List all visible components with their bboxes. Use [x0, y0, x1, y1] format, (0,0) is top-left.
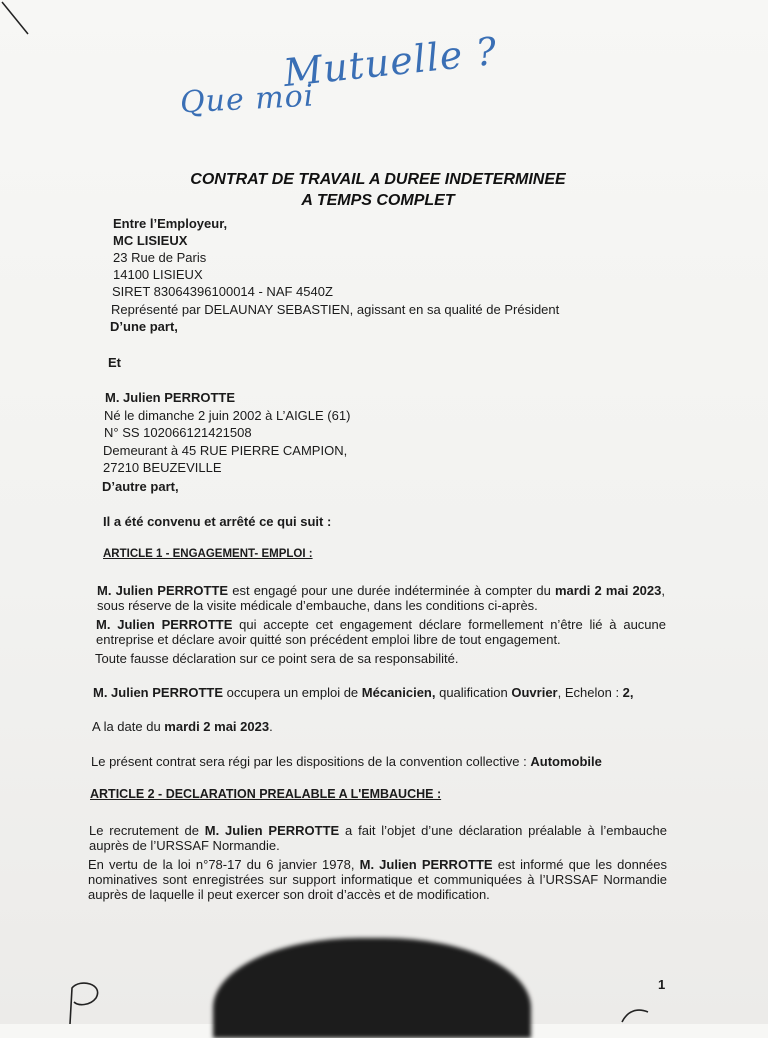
article-1-heading: ARTICLE 1 - ENGAGEMENT- EMPLOI : — [103, 548, 313, 560]
paragraph-text: En vertu de la loi n°78-17 du 6 janvier 1978, — [88, 857, 360, 872]
convention-name: Automobile — [530, 754, 602, 769]
employee-birth: Né le dimanche 2 juin 2002 à L’AIGLE (61) — [104, 408, 351, 423]
paragraph-text: , Echelon : — [557, 685, 623, 700]
employer-street: 23 Rue de Paris — [113, 250, 207, 265]
employee-name-ref: M. Julien PERROTTE — [204, 823, 340, 838]
employee-name-ref: M. Julien PERROTTE — [96, 617, 233, 632]
employee-name-ref: M. Julien PERROTTE — [93, 685, 224, 700]
job-qualification: Ouvrier — [511, 685, 558, 700]
paragraph-text: A la date du — [92, 719, 165, 734]
article-1-paragraph-1 — [97, 583, 665, 613]
paragraph-text: est informé que les données nominatives sont enregistrées sur support informatique et communiquées à l’URSSAF Normandie auprès de laquelle il peut exercer son droit d’accès et de modification. — [88, 857, 668, 902]
start-date: mardi 2 mai 2023 — [164, 719, 270, 734]
article-2-paragraph-2 — [88, 857, 667, 902]
contract-title-line-2: A TEMPS COMPLET — [301, 192, 455, 209]
handwritten-note-que-moi: Que moi — [179, 78, 316, 121]
article-1-convention — [91, 754, 602, 769]
employee-ss-number: N° SS 102066121421508 — [104, 425, 252, 440]
employee-side: D’autre part, — [102, 479, 179, 494]
pen-scribble-mark — [60, 980, 110, 1024]
employer-side: D’une part, — [110, 319, 178, 334]
paragraph-text: . — [269, 719, 273, 734]
paragraph-text: occupera un emploi de — [223, 685, 362, 700]
article-2-heading: ARTICLE 2 - DECLARATION PREALABLE A L'EMBAUCHE : — [90, 787, 442, 801]
employer-representative: Représenté par DELAUNAY SEBASTIEN, agissant en sa qualité de Président — [111, 302, 560, 317]
paragraph-text: Le présent contrat sera régi par les dispositions de la convention collective : — [91, 754, 531, 769]
article-1-job — [93, 685, 634, 700]
employee-name-ref: M. Julien PERROTTE — [359, 857, 493, 872]
article-1-paragraph-2 — [96, 617, 666, 647]
pen-corner-mark — [620, 1006, 650, 1024]
handwritten-note-mutuelle: Mutuelle ? — [281, 28, 500, 96]
paragraph-text: a fait l’objet d’une déclaration préalable à l’embauche auprès de l’URSSAF Normandie. — [89, 823, 667, 853]
employer-siret: SIRET 83064396100014 - NAF 4540Z — [112, 284, 333, 299]
and-label: Et — [108, 355, 121, 370]
job-echelon: 2, — [622, 685, 634, 700]
page-number: 1 — [658, 977, 666, 992]
paragraph-text: , sous réserve de la visite médicale d’embauche, dans les conditions ci-après. — [97, 583, 665, 613]
employee-address-1: Demeurant à 45 RUE PIERRE CAMPION, — [103, 443, 348, 458]
employee-name-ref: M. Julien PERROTTE — [97, 583, 229, 598]
employee-address-2: 27210 BEUZEVILLE — [103, 460, 222, 475]
paragraph-text: qui accepte cet engagement déclare formellement n’être lié à aucune entreprise et déclare avoir quitté son précédent emploi libre de tout engagement. — [96, 617, 666, 647]
employer-city: 14100 LISIEUX — [113, 267, 203, 282]
redaction-shadow — [213, 938, 531, 1038]
employer-name: MC LISIEUX — [113, 233, 188, 248]
pen-stroke-mark — [0, 0, 40, 40]
paragraph-text: est engagé pour une durée indéterminée à compter du — [228, 583, 555, 598]
start-date: mardi 2 mai 2023 — [554, 583, 662, 598]
paragraph-text: qualification — [435, 685, 512, 700]
paragraph-text: Le recrutement de — [89, 823, 205, 838]
contract-title-line-1: CONTRAT DE TRAVAIL A DUREE INDETERMINEE — [190, 171, 566, 188]
employer-intro: Entre l’Employeur, — [113, 216, 228, 231]
agreed-statement: Il a été convenu et arrêté ce qui suit : — [103, 514, 332, 529]
article-1-date — [92, 719, 273, 734]
article-1-paragraph-3: Toute fausse déclaration sur ce point sera de sa responsabilité. — [95, 651, 459, 666]
job-title: Mécanicien, — [361, 685, 436, 700]
employee-name: M. Julien PERROTTE — [105, 390, 236, 405]
article-2-paragraph-1 — [89, 823, 667, 853]
